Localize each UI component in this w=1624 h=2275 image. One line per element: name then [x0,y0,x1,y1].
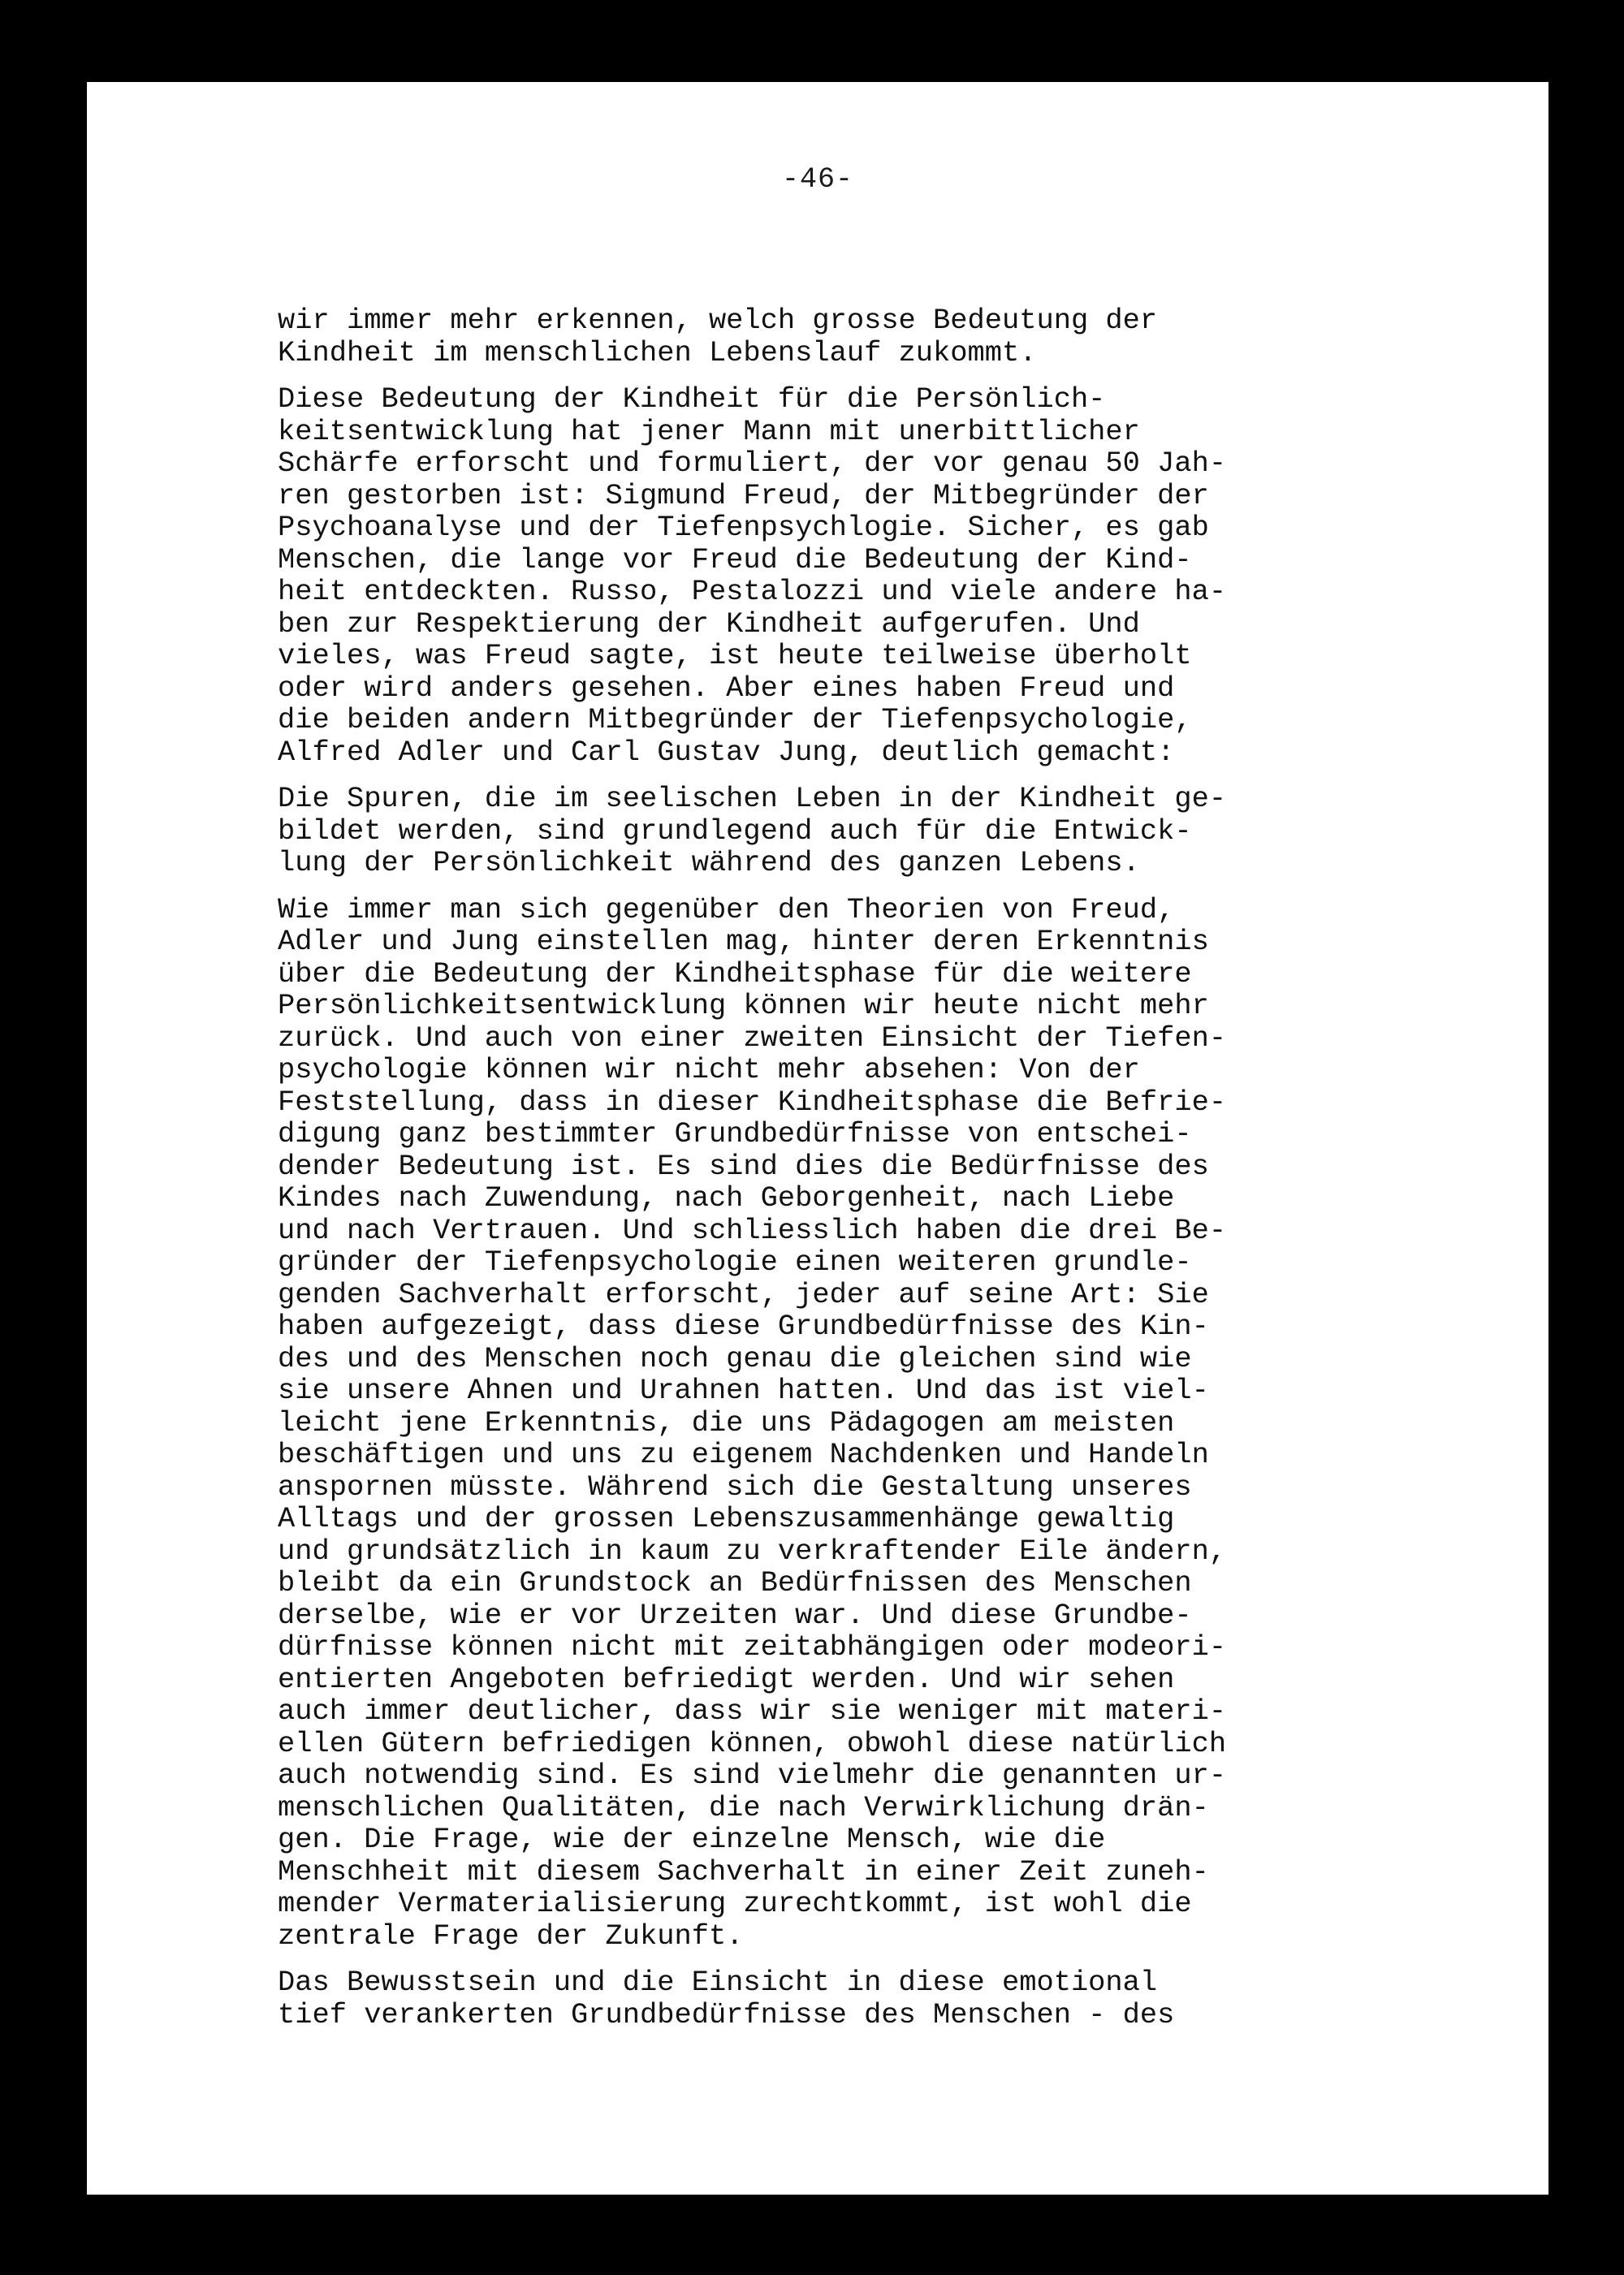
document-page [87,82,1548,2195]
text-line: und grundsätzlich in kaum zu verkraftender Eile ändern, [278,1535,1227,1568]
text-line: haben aufgezeigt, dass diese Grundbedürfnisse des Kin- [278,1310,1209,1343]
text-line: Psychoanalyse und der Tiefenpsychlogie. Sicher, es gab [278,512,1209,544]
text-line: zentrale Frage der Zukunft. [278,1919,744,1953]
text-line: heit entdeckten. Russo, Pestalozzi und viele andere ha- [278,576,1227,608]
text-line: wir immer mehr erkennen, welch grosse Bedeutung der [278,304,1158,337]
text-line: auch immer deutlicher, dass wir sie weniger mit materi- [278,1695,1227,1728]
paragraph [278,384,1471,769]
text-line: gründer der Tiefenpsychologie einen weiteren grundle- [278,1246,1192,1279]
text-line: des und des Menschen noch genau die gleichen sind wie [278,1342,1192,1375]
text-line: digung ganz bestimmter Grundbedürfnisse von entschei- [278,1118,1192,1150]
text-line: ren gestorben ist: Sigmund Freud, der Mitbegründer der [278,479,1209,512]
text-line: gen. Die Frage, wie der einzelne Mensch, wie die [278,1824,1106,1856]
text-line: Die Spuren, die im seelischen Leben in der Kindheit ge- [278,783,1227,815]
text-line: beschäftigen und uns zu eigenem Nachdenken und Handeln [278,1439,1209,1471]
paragraph [278,784,1471,880]
text-line: Feststellung, dass in dieser Kindheitsphase die Befrie- [278,1086,1227,1119]
text-line: vieles, was Freud sagte, ist heute teilweise überholt [278,640,1192,672]
text-line: Alfred Adler und Carl Gustav Jung, deutlich gemacht: [278,736,1175,769]
text-line: Menschheit mit diesem Sachverhalt in einer Zeit zuneh- [278,1855,1209,1889]
text-line: tief verankerten Grundbedürfnisse des Menschen - des [278,1998,1175,2031]
text-line: Schärfe erforscht und formuliert, der vor genau 50 Jah- [278,447,1227,480]
text-line: über die Bedeutung der Kindheitsphase für die weitere [278,957,1192,991]
text-line: Diese Bedeutung der Kindheit für die Persönlich- [278,383,1106,416]
text-line: psychologie können wir nicht mehr absehen: Von der [278,1054,1140,1086]
paragraph [278,305,1471,369]
text-line: leicht jene Erkenntnis, die uns Pädagogen am meisten [278,1406,1175,1440]
text-line: bildet werden, sind grundlegend auch für die Entwick- [278,814,1192,848]
text-line: entierten Angeboten befriedigt werden. Und wir sehen [278,1663,1175,1696]
text-line: auch notwendig sind. Es sind vielmehr die genannten ur- [278,1759,1227,1792]
page-number: -46- [781,163,853,196]
text-line: anspornen müsste. Während sich die Gestaltung unseres [278,1470,1192,1504]
text-line: Kindes nach Zuwendung, nach Geborgenheit, nach Liebe [278,1182,1175,1215]
text-line: ben zur Respektierung der Kindheit aufgerufen. Und [278,607,1140,641]
text-line: Kindheit im menschlichen Lebenslauf zukommt. [278,336,1037,369]
text-line: genden Sachverhalt erforscht, jeder auf seine Art: Sie [278,1278,1209,1311]
text-line: oder wird anders gesehen. Aber eines haben Freud und [278,671,1175,705]
paragraph [278,895,1471,1953]
text-line: sie unsere Ahnen und Urahnen hatten. Und das ist viel- [278,1375,1209,1407]
text-line: Das Bewusstsein und die Einsicht in diese emotional [278,1966,1158,1999]
text-line: derselbe, wie er vor Urzeiten war. Und diese Grundbe- [278,1599,1192,1632]
text-line: menschlichen Qualitäten, die nach Verwirklichung drän- [278,1791,1209,1824]
text-line: zurück. Und auch von einer zweiten Einsicht der Tiefen- [278,1021,1227,1055]
text-line: keitsentwicklung hat jener Mann mit unerbittlicher [278,415,1140,448]
text-line: Adler und Jung einstellen mag, hinter deren Erkenntnis [278,926,1209,958]
body-text [278,305,1471,2046]
text-line: dürfnisse können nicht mit zeitabhängigen oder modeori- [278,1631,1227,1664]
text-line: die beiden andern Mitbegründer der Tiefenpsychologie, [278,704,1192,736]
text-line: Menschen, die lange vor Freud die Bedeutung der Kind- [278,543,1192,576]
text-line: bleibt da ein Grundstock an Bedürfnissen des Menschen [278,1567,1192,1599]
paragraph [278,1967,1471,2031]
text-line: Alltags und der grossen Lebenszusammenhänge gewaltig [278,1503,1175,1535]
text-line: lung der Persönlichkeit während des ganzen Lebens. [278,847,1140,879]
text-line: Persönlichkeitsentwicklung können wir heute nicht mehr [278,990,1209,1022]
text-line: mender Vermaterialisierung zurechtkommt, ist wohl die [278,1888,1192,1920]
text-line: ellen Gütern befriedigen können, obwohl diese natürlich [278,1727,1227,1760]
text-line: und nach Vertrauen. Und schliesslich haben die drei Be- [278,1214,1227,1247]
text-line: Wie immer man sich gegenüber den Theorien von Freud, [278,893,1175,926]
text-line: dender Bedeutung ist. Es sind dies die Bedürfnisse des [278,1150,1209,1183]
